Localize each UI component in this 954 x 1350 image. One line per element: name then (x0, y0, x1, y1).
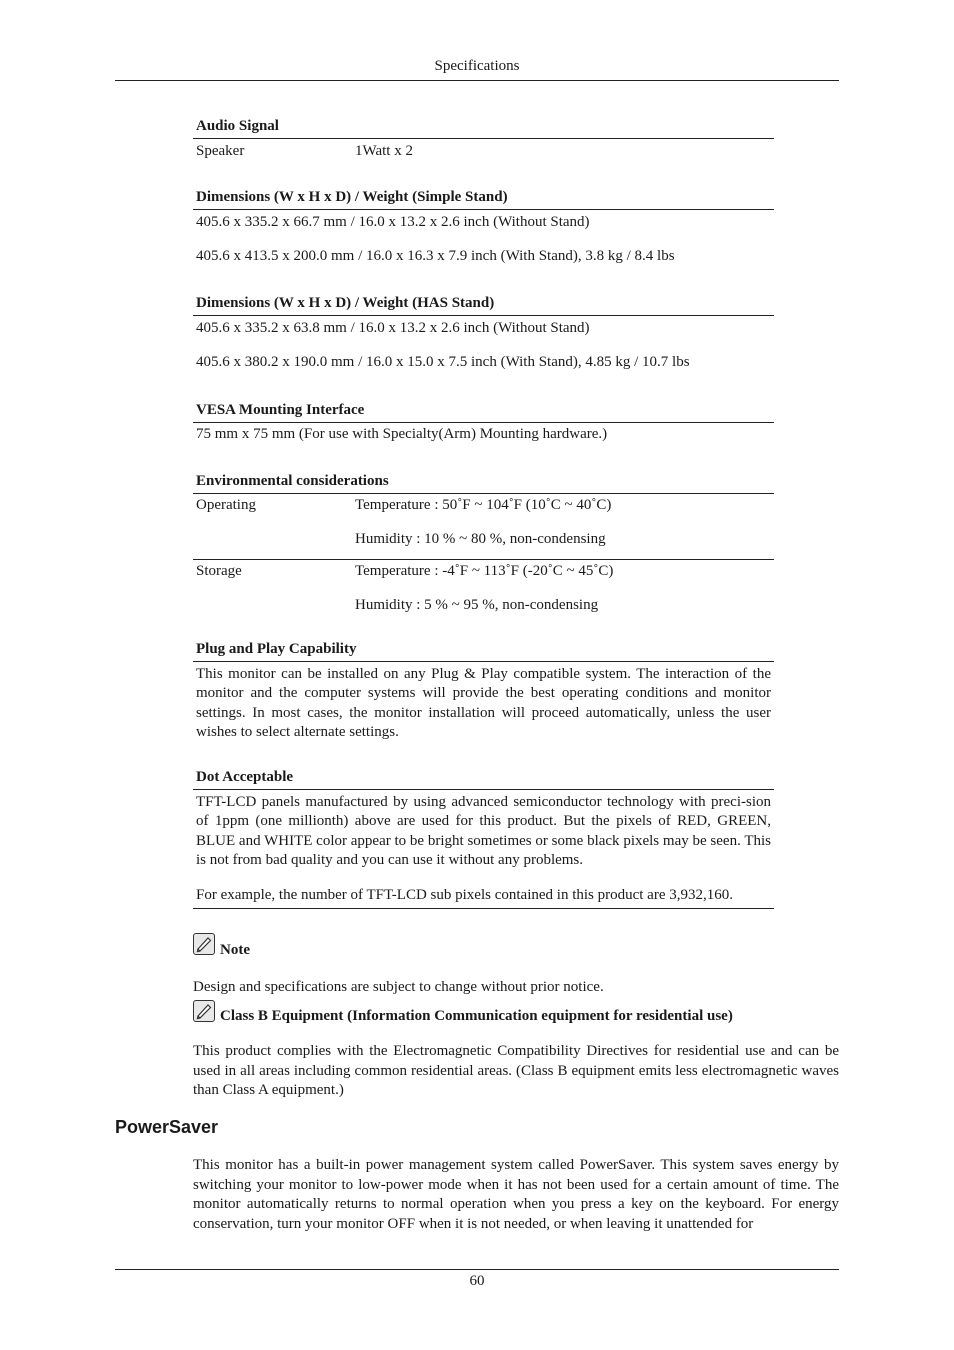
spec-line: 405.6 x 380.2 x 190.0 mm / 16.0 x 15.0 x 7.5 inch (With Stand), 4.85 kg / 10.7 lbs (196, 354, 690, 370)
note-text: Design and specifications are subject to change without prior notice. (193, 979, 604, 995)
class-b-pencil-icon (193, 1000, 215, 1022)
section-paragraph: This monitor can be installed on any Plug & Play compatible system. The interaction of the monitor and the computer systems will provide the best operating conditions and monitor settings. In most cases, the monitor installation will proceed automatically, unless the user wishes to select alternate settings. (196, 666, 771, 740)
page-header (115, 58, 839, 81)
spec-label: Speaker (196, 143, 245, 159)
powersaver-text: This monitor has a built-in power management system called PowerSaver. This system saves energy by switching your monitor to low-power mode when it has not been used for a certain amount of time. The monitor automatically returns to normal operation when you press a key on the keyboard. For energy conservation, turn your monitor OFF when it is not needed, or when leaving it unattended for (193, 1157, 839, 1232)
spec-value: 1Watt x 2 (355, 143, 413, 159)
spec-row-speaker (193, 143, 774, 160)
spec-line: 405.6 x 335.2 x 66.7 mm / 16.0 x 13.2 x 2.6 inch (Without Stand) (196, 214, 590, 230)
footer-rule (115, 1269, 839, 1270)
section-title: Dimensions (W x H x D) / Weight (Simple Stand) (193, 189, 774, 210)
spec-value: Temperature : 50˚F ~ 104˚F (10˚C ~ 40˚C) (355, 497, 612, 513)
section-title: VESA Mounting Interface (193, 402, 774, 423)
dot-acceptable-body (193, 793, 774, 909)
class-b-text: This product complies with the Electromagnetic Compatibility Directives for residential use and can be used in all areas including common residential areas. (Class B equipment emits less electromagnetic waves than Class A equipment.) (193, 1043, 839, 1098)
section-audio-signal (193, 118, 774, 160)
spec-row-storage (193, 563, 774, 614)
spec-line: 75 mm x 75 mm (For use with Specialty(Arm) Mounting hardware.) (196, 426, 608, 442)
section-paragraph: For example, the number of TFT-LCD sub pixels contained in this product are 3,932,160. (196, 887, 733, 904)
spec-label: Storage (196, 563, 242, 579)
section-title: Audio Signal (193, 118, 774, 139)
spec-value: Humidity : 5 % ~ 95 %, non-condensing (355, 597, 599, 613)
note-label: Note (220, 942, 250, 958)
spec-row-operating (193, 497, 774, 560)
section-title: Environmental considerations (193, 473, 774, 494)
class-b-label: Class B Equipment (Information Communication equipment for residential use) (220, 1008, 733, 1024)
section-vesa (193, 402, 774, 443)
section-dimensions-simple-stand (193, 189, 774, 265)
section-title: Dimensions (W x H x D) / Weight (HAS Stand) (193, 295, 774, 316)
powersaver-heading: PowerSaver (115, 1117, 219, 1137)
spec-line: 405.6 x 413.5 x 200.0 mm / 16.0 x 16.3 x 7.9 inch (With Stand), 3.8 kg / 8.4 lbs (196, 248, 675, 264)
section-dot-acceptable (193, 769, 774, 909)
note-pencil-icon (193, 933, 215, 955)
spec-line: 405.6 x 335.2 x 63.8 mm / 16.0 x 13.2 x 2.6 inch (Without Stand) (196, 320, 590, 336)
section-plug-and-play (193, 641, 774, 742)
section-title: Dot Acceptable (193, 769, 774, 790)
section-dimensions-has-stand (193, 295, 774, 371)
section-environmental (193, 473, 774, 614)
spec-value: Temperature : -4˚F ~ 113˚F (-20˚C ~ 45˚C) (355, 563, 614, 579)
section-title: Plug and Play Capability (193, 641, 774, 662)
spec-value: Humidity : 10 % ~ 80 %, non-condensing (355, 531, 606, 547)
section-paragraph: TFT-LCD panels manufactured by using advanced semiconductor technology with preci-sion of 1ppm (one millionth) above are used for this product. But the pixels of RED, GREEN, BLUE and WHITE color appear to be bright sometimes or some black pixels may be seen. This is not from bad quality and you can use it without any problems. (196, 794, 771, 868)
page-number: 60 (469, 1273, 485, 1289)
spec-label: Operating (196, 497, 256, 513)
header-title: Specifications (434, 58, 520, 74)
